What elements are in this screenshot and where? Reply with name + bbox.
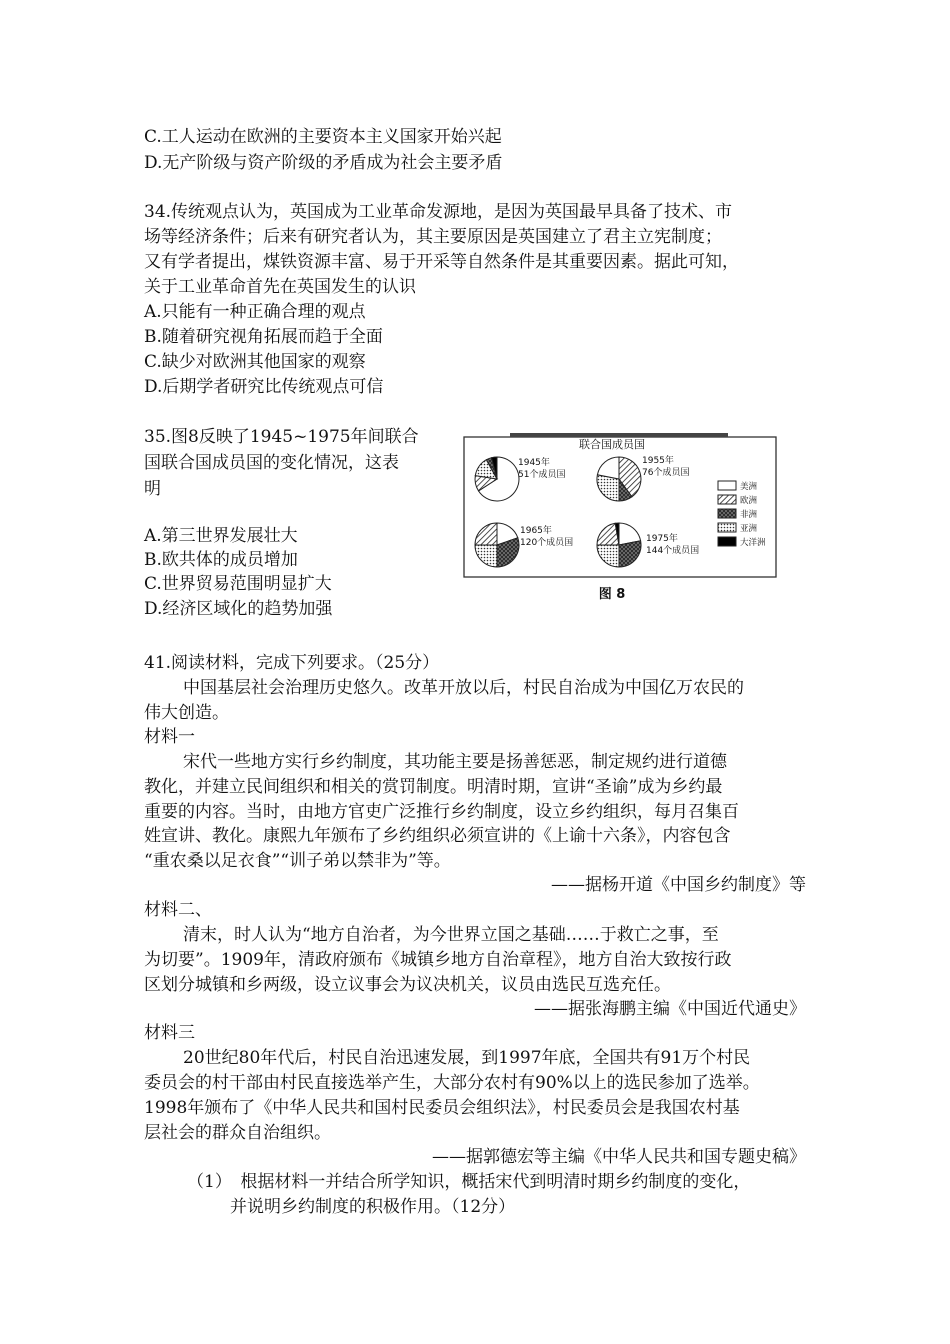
pie-1945-year: 1945年 (518, 458, 550, 468)
material-2-title: 材料二、 (144, 900, 212, 920)
q41-intro-line: 伟大创造。 (144, 703, 229, 723)
pie-1945 (475, 457, 519, 501)
material-1-title: 材料一 (144, 727, 195, 747)
material-2-source: ——据张海鹏主编《中国近代通史》 (534, 999, 806, 1019)
material-1-line: “重农桑以足衣食”“训子弟以禁非为”等。 (144, 851, 451, 871)
legend-swatch-americas (718, 481, 736, 490)
material-1-line: 宋代一些地方实行乡约制度，其功能主要是扬善惩恶，制定规约进行道德 (183, 752, 727, 772)
q33-option-c: C.工人运动在欧洲的主要资本主义国家开始兴起 (144, 127, 502, 147)
q34-option-a: A.只能有一种正确合理的观点 (144, 302, 366, 322)
pie-1975-count: 144个成员国 (646, 546, 700, 556)
q35-option-b: B.欧共体的成员增加 (144, 550, 298, 570)
material-3-source: ——据郭德宏等主编《中华人民共和国专题史稿》 (432, 1147, 806, 1167)
legend-label-europe: 欧洲 (740, 496, 758, 506)
pie-1965-year: 1965年 (520, 526, 552, 536)
material-1-line: 姓宣讲、教化。康熙九年颁布了乡约组织必须宣讲的《上谕十六条》，内容包含 (144, 826, 731, 846)
q34-option-b: B.随着研究视角拓展而趋于全面 (144, 327, 383, 347)
legend-swatch-oceania (718, 537, 736, 546)
legend-label-asia: 亚洲 (740, 524, 758, 534)
material-3-line: 20世纪80年代后，村民自治迅速发展，到1997年底，全国共有91万个村民 (183, 1048, 751, 1068)
material-1-source: ——据杨开道《中国乡约制度》等 (551, 875, 806, 895)
material-2-line: 为切要”。1909年，清政府颁布《城镇乡地方自治章程》，地方自治大致按行政 (144, 950, 732, 970)
q34-option-d: D.后期学者研究比传统观点可信 (144, 377, 384, 397)
q41-subquestion-1: （1） 根据材料一并结合所学知识，概括宋代到明清时期乡约制度的变化， (187, 1172, 751, 1192)
pie-1965-count: 120个成员国 (520, 538, 574, 548)
q35-stem-line: 明 (144, 479, 161, 499)
legend-label-americas: 美洲 (740, 482, 758, 492)
q34-stem-line: 场等经济条件；后来有研究者认为，其主要原因是英国建立了君主立宪制度； (144, 227, 722, 247)
q35-option-a: A.第三世界发展壮大 (144, 526, 298, 546)
pie-1955-year: 1955年 (642, 456, 674, 466)
figure-top-residue (510, 433, 728, 437)
legend-swatch-europe (718, 495, 736, 504)
pie-1975 (597, 523, 641, 567)
q34-stem-line: 34.传统观点认为，英国成为工业革命发源地，是因为英国最早具备了技术、市 (144, 202, 733, 222)
material-2-line: 清末，时人认为“地方自治者，为今世界立国之基础……于救亡之事，至 (183, 925, 719, 945)
material-3-line: 委员会的村干部由村民直接选举产生，大部分农村有90%以上的选民参加了选举。 (144, 1073, 760, 1093)
legend-swatch-africa (718, 509, 736, 518)
material-1-line: 重要的内容。当时，由地方官吏广泛推行乡约制度，设立乡约组织，每月召集百 (144, 802, 739, 822)
legend-label-africa: 非洲 (740, 510, 758, 520)
pie-1945-count: 51个成员国 (518, 470, 566, 480)
material-2-line: 区划分城镇和乡两级，设立议事会为议决机关，议员由选民互选充任。 (144, 975, 671, 995)
q34-stem-line: 又有学者提出，煤铁资源丰富、易于开采等自然条件是其重要因素。据此可知， (144, 252, 739, 272)
figure-8 (462, 433, 782, 611)
legend-swatch-asia (718, 523, 736, 532)
material-3-title: 材料三 (144, 1023, 195, 1043)
q35-option-d: D.经济区域化的趋势加强 (144, 599, 333, 619)
q35-option-c: C.世界贸易范围明显扩大 (144, 574, 332, 594)
figure-caption: 图 8 (598, 587, 626, 602)
pie-1955 (597, 457, 641, 501)
figure-title: 联合国成员国 (579, 438, 645, 451)
q41-intro-line: 中国基层社会治理历史悠久。改革开放以后，村民自治成为中国亿万农民的 (183, 678, 744, 698)
pie-1975-year: 1975年 (646, 534, 678, 544)
q34-stem-line: 关于工业革命首先在英国发生的认识 (144, 277, 416, 297)
q35-stem-line: 国联合国成员国的变化情况，这表 (144, 453, 399, 473)
pie-1955-count: 76个成员国 (642, 468, 690, 478)
q41-header: 41.阅读材料，完成下列要求。（25分） (144, 653, 440, 673)
q41-subquestion-1-cont: 并说明乡约制度的积极作用。（12分） (230, 1197, 516, 1217)
legend-label-oceania: 大洋洲 (740, 538, 766, 548)
q35-stem-line: 35.图8反映了1945~1975年间联合 (144, 427, 419, 447)
material-3-line: 层社会的群众自治组织。 (144, 1123, 331, 1143)
pie-1965 (475, 523, 519, 567)
q34-option-c: C.缺少对欧洲其他国家的观察 (144, 352, 366, 372)
material-1-line: 教化，并建立民间组织和相关的赏罚制度。明清时期，宣讲“圣谕”成为乡约最 (144, 777, 723, 797)
q33-option-d: D.无产阶级与资产阶级的矛盾成为社会主要矛盾 (144, 153, 503, 173)
material-3-line: 1998年颁布了《中华人民共和国村民委员会组织法》，村民委员会是我国农村基 (144, 1098, 740, 1118)
